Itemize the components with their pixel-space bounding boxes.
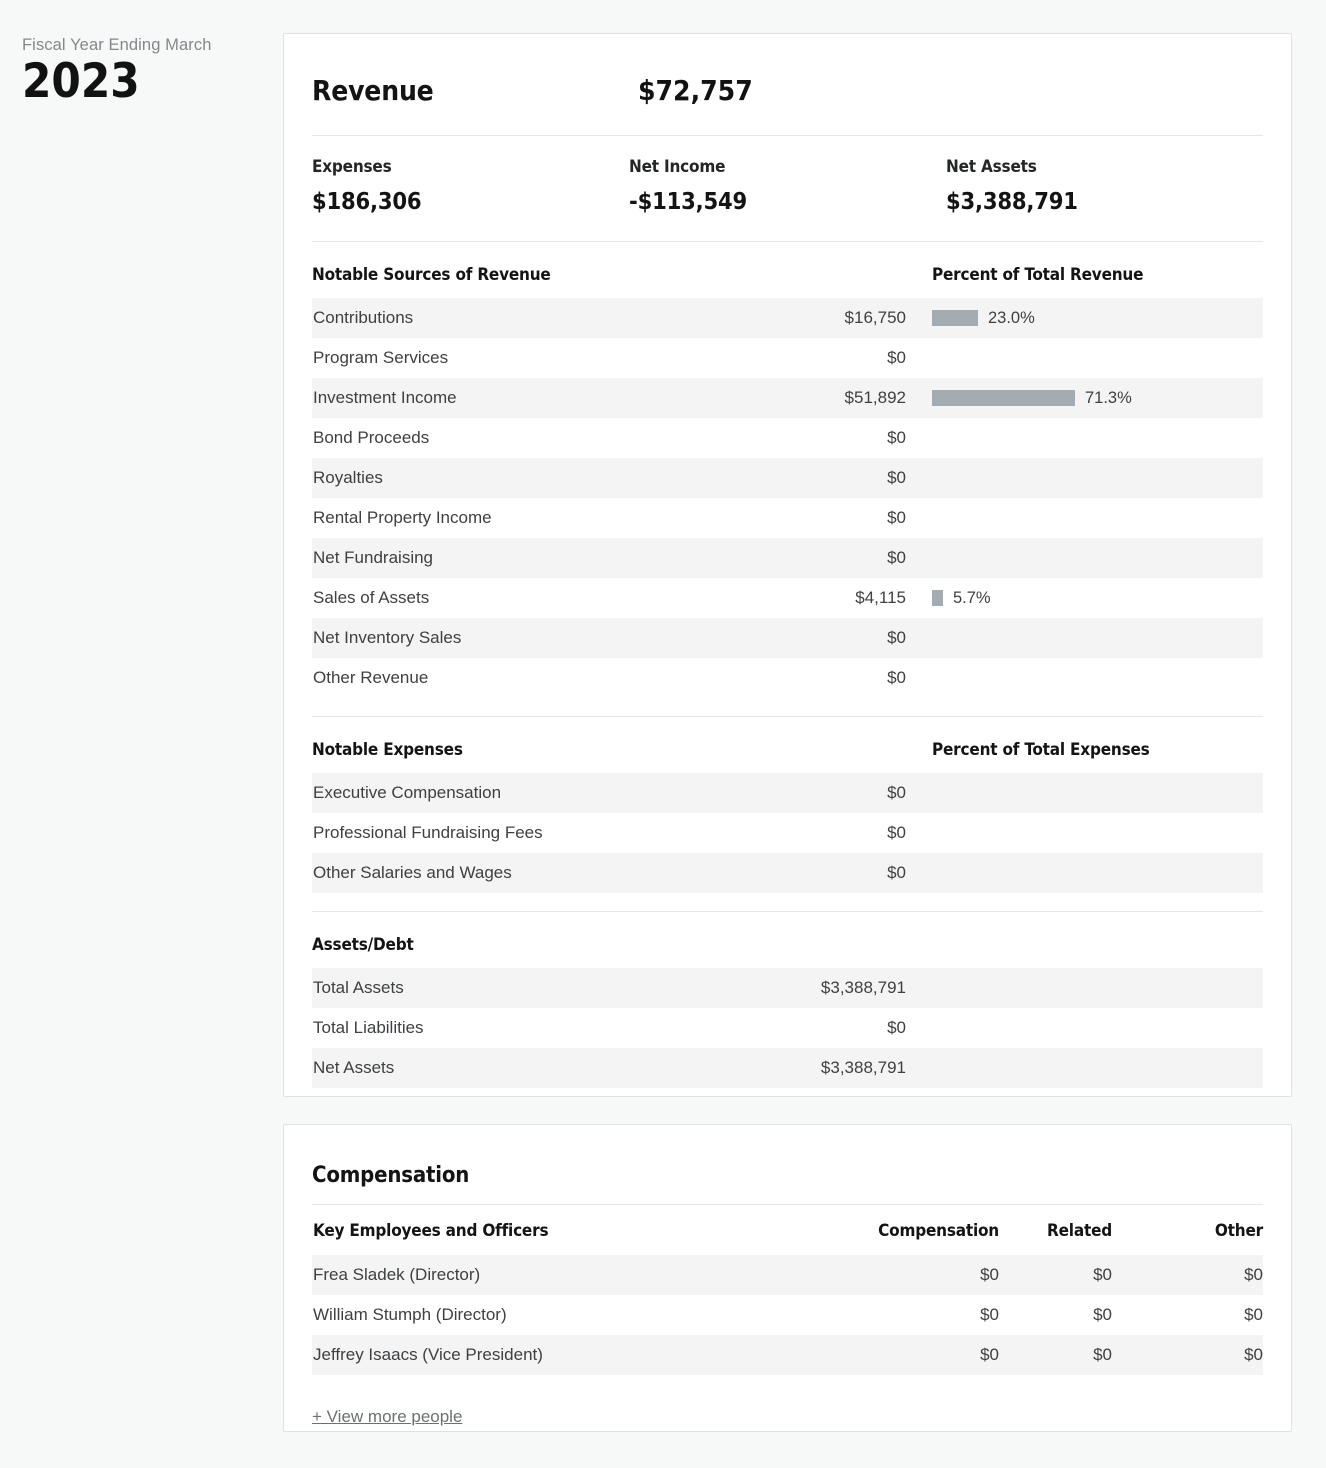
divider	[312, 716, 1263, 717]
financial-summary-card	[283, 33, 1292, 1097]
stat-value: -$113,549	[629, 187, 747, 215]
table-row	[312, 378, 1263, 418]
row-label: Net Fundraising	[313, 548, 434, 567]
table-row	[312, 658, 1263, 698]
employee-compensation: $0	[980, 1305, 999, 1324]
row-label: Other Revenue	[313, 668, 429, 687]
row-label: Contributions	[313, 308, 414, 327]
employee-name: Jeffrey Isaacs (Vice President)	[313, 1345, 543, 1364]
employee-other: $0	[1244, 1305, 1263, 1324]
table-row	[312, 1008, 1263, 1048]
percent-bar	[932, 390, 1075, 406]
summary-stat	[946, 157, 1263, 215]
percent-cell	[932, 389, 1132, 408]
expenses-table-title: Notable Expenses	[312, 740, 463, 760]
employee-related: $0	[1093, 1265, 1112, 1284]
row-amount: $0	[887, 823, 906, 842]
row-amount: $16,750	[844, 308, 906, 327]
fiscal-year-block	[22, 36, 212, 109]
row-label: Professional Fundraising Fees	[313, 823, 543, 842]
percent-bar	[932, 310, 978, 326]
row-label: Executive Compensation	[313, 783, 502, 802]
fiscal-year-label: Fiscal Year Ending March	[22, 36, 212, 54]
row-amount: $0	[887, 468, 906, 487]
row-amount: $0	[887, 548, 906, 567]
expenses-table	[312, 773, 1263, 893]
stat-value: $186,306	[312, 187, 422, 215]
table-row	[312, 968, 1263, 1008]
table-row	[312, 338, 1263, 378]
row-label: Royalties	[313, 468, 383, 487]
row-label: Total Liabilities	[313, 1018, 424, 1037]
employee-related: $0	[1093, 1345, 1112, 1364]
row-amount: $3,388,791	[820, 978, 906, 997]
revenue-table-header-row	[312, 265, 1263, 285]
revenue-header-row	[312, 34, 1263, 107]
row-amount: $0	[887, 628, 906, 647]
percent-label: 23.0%	[988, 308, 1035, 327]
compensation-row	[312, 1335, 1263, 1375]
employee-name: Frea Sladek (Director)	[313, 1265, 481, 1284]
table-row	[312, 418, 1263, 458]
percent-cell	[932, 589, 991, 608]
table-row	[312, 618, 1263, 658]
percent-cell	[932, 309, 1035, 328]
related-column-header: Related	[1047, 1221, 1112, 1241]
summary-stats-row	[312, 136, 1263, 241]
employee-other: $0	[1244, 1265, 1263, 1284]
revenue-title: Revenue	[312, 74, 434, 107]
summary-stat	[312, 157, 629, 215]
compensation-table-header-row	[312, 1207, 1263, 1255]
expenses-table-header-row	[312, 740, 1263, 760]
table-row	[312, 498, 1263, 538]
percent-of-revenue-header: Percent of Total Revenue	[932, 265, 1144, 285]
row-amount: $0	[887, 863, 906, 882]
table-row	[312, 298, 1263, 338]
assets-debt-table	[312, 968, 1263, 1088]
employee-related: $0	[1093, 1305, 1112, 1324]
row-label: Net Inventory Sales	[313, 628, 462, 647]
divider	[312, 1204, 1263, 1205]
row-amount: $3,388,791	[820, 1058, 906, 1077]
stat-label: Expenses	[312, 157, 392, 177]
row-amount: $0	[887, 783, 906, 802]
table-row	[312, 578, 1263, 618]
row-amount: $0	[887, 348, 906, 367]
compensation-table	[312, 1255, 1263, 1375]
row-label: Rental Property Income	[313, 508, 492, 527]
row-amount: $51,892	[844, 388, 906, 407]
table-row	[312, 853, 1263, 893]
row-label: Investment Income	[313, 388, 457, 407]
stat-label: Net Assets	[946, 157, 1037, 177]
employee-compensation: $0	[980, 1265, 999, 1284]
compensation-card	[283, 1124, 1292, 1432]
compensation-row	[312, 1295, 1263, 1335]
divider	[312, 911, 1263, 912]
revenue-table-title: Notable Sources of Revenue	[312, 265, 551, 285]
employee-name: William Stumph (Director)	[313, 1305, 507, 1324]
row-label: Other Salaries and Wages	[313, 863, 512, 882]
employee-compensation: $0	[980, 1345, 999, 1364]
row-amount: $4,115	[855, 588, 906, 607]
percent-label: 71.3%	[1085, 388, 1132, 407]
employee-other: $0	[1244, 1345, 1263, 1364]
table-row	[312, 458, 1263, 498]
row-amount: $0	[887, 1018, 906, 1037]
stat-value: $3,388,791	[946, 187, 1078, 215]
divider	[312, 241, 1263, 242]
compensation-row	[312, 1255, 1263, 1295]
row-amount: $0	[887, 508, 906, 527]
row-label: Net Assets	[313, 1058, 395, 1077]
fiscal-year-value: 2023	[22, 54, 140, 109]
other-column-header: Other	[1214, 1221, 1263, 1241]
stat-label: Net Income	[629, 157, 726, 177]
key-employees-header: Key Employees and Officers	[313, 1221, 549, 1241]
row-label: Bond Proceeds	[313, 428, 430, 447]
table-row	[312, 1048, 1263, 1088]
row-label: Total Assets	[313, 978, 404, 997]
summary-stat	[629, 157, 946, 215]
row-label: Sales of Assets	[313, 588, 430, 607]
table-row	[312, 773, 1263, 813]
compensation-title: Compensation	[312, 1163, 470, 1188]
table-row	[312, 813, 1263, 853]
revenue-table	[312, 298, 1263, 698]
table-row	[312, 538, 1263, 578]
view-more-people-link[interactable]: + View more people	[312, 1407, 463, 1426]
row-amount: $0	[887, 668, 906, 687]
row-label: Program Services	[313, 348, 449, 367]
compensation-column-header: Compensation	[878, 1221, 999, 1241]
assets-debt-title: Assets/Debt	[312, 935, 414, 955]
percent-label: 5.7%	[953, 588, 991, 607]
revenue-value: $72,757	[638, 74, 753, 107]
row-amount: $0	[887, 428, 906, 447]
percent-of-expenses-header: Percent of Total Expenses	[932, 740, 1150, 760]
percent-bar	[932, 590, 943, 606]
